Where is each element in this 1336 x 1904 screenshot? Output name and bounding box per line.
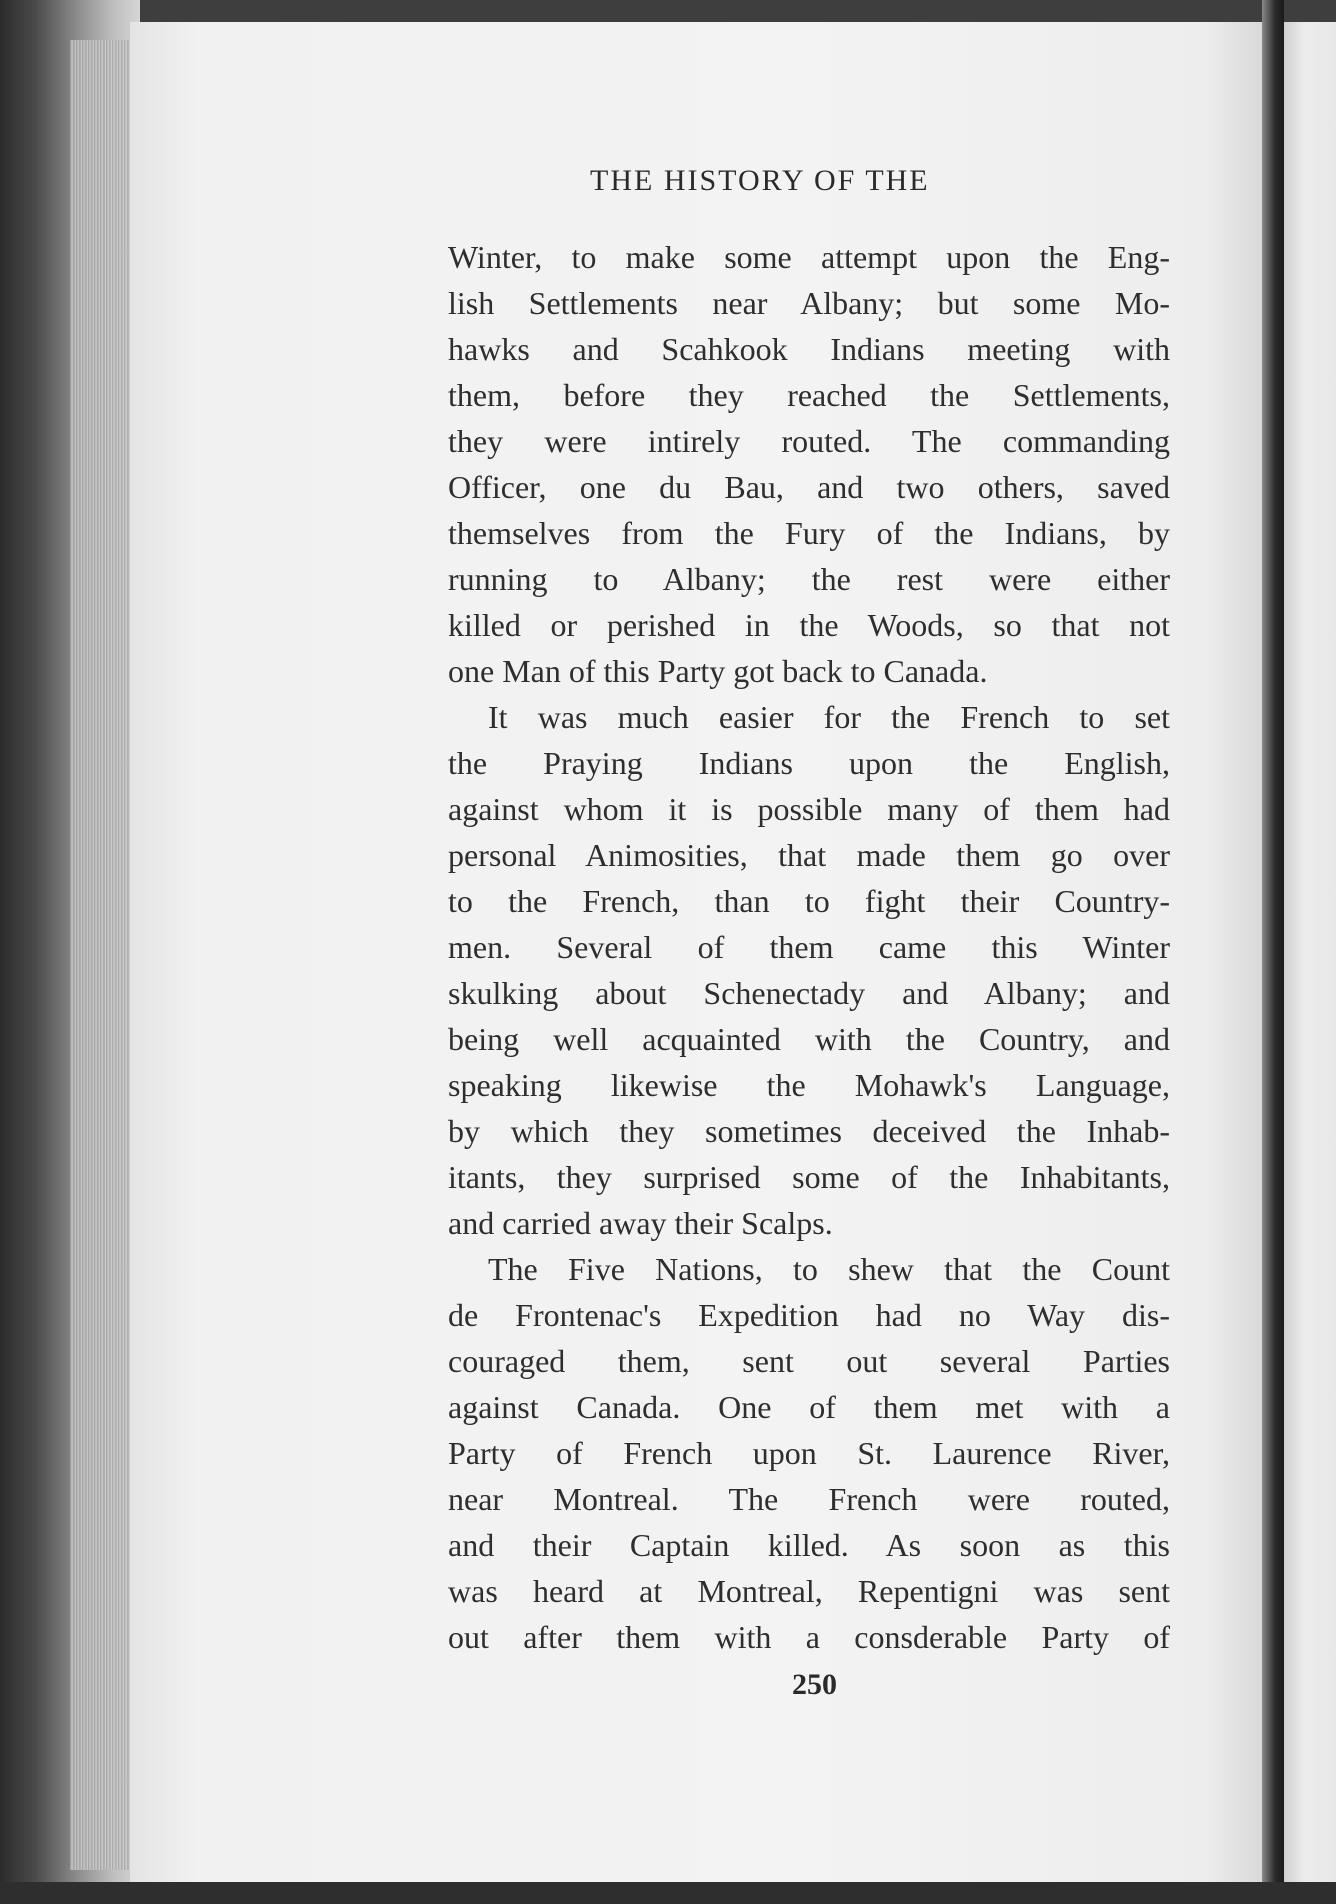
running-head: THE HISTORY OF THE xyxy=(590,164,930,197)
text-line: against whom it is possible many of them had xyxy=(448,791,1170,827)
text-line: themselves from the Fury of the Indians, by xyxy=(448,515,1170,551)
text-line: itants, they surprised some of the Inhabitants, xyxy=(448,1159,1170,1195)
text-line: and carried away their Scalps. xyxy=(448,1205,833,1241)
text-line: lish Settlements near Albany; but some Mo- xyxy=(448,285,1170,321)
text-line: them, before they reached the Settlements, xyxy=(448,377,1170,413)
text-line: It was much easier for the French to set xyxy=(488,699,1170,735)
text-line: men. Several of them came this Winter xyxy=(448,929,1170,965)
text-line: near Montreal. The French were routed, xyxy=(448,1481,1170,1517)
text-line: against Canada. One of them met with a xyxy=(448,1389,1170,1425)
bottom-shadow xyxy=(0,1882,1336,1904)
text-line: to the French, than to fight their Country- xyxy=(448,883,1170,919)
text-line: killed or perished in the Woods, so that not xyxy=(448,607,1170,643)
text-line: skulking about Schenectady and Albany; and xyxy=(448,975,1170,1011)
text-line: Party of French upon St. Laurence River, xyxy=(448,1435,1170,1471)
text-line: Officer, one du Bau, and two others, saved xyxy=(448,469,1170,505)
book-gutter xyxy=(1262,0,1284,1904)
facing-page-edge xyxy=(1284,22,1336,1882)
text-line: personal Animosities, that made them go over xyxy=(448,837,1170,873)
text-line: was heard at Montreal, Repentigni was sent xyxy=(448,1573,1170,1609)
body-text xyxy=(448,234,1170,1660)
text-line: by which they sometimes deceived the Inhab- xyxy=(448,1113,1170,1149)
text-line: couraged them, sent out several Parties xyxy=(448,1343,1170,1379)
text-line: de Frontenac's Expedition had no Way dis- xyxy=(448,1297,1170,1333)
text-line: and their Captain killed. As soon as this xyxy=(448,1527,1170,1563)
text-line: Winter, to make some attempt upon the Eng- xyxy=(448,239,1170,275)
text-line: they were intirely routed. The commanding xyxy=(448,423,1170,459)
text-line: one Man of this Party got back to Canada. xyxy=(448,653,988,689)
text-line: running to Albany; the rest were either xyxy=(448,561,1170,597)
text-line: The Five Nations, to shew that the Count xyxy=(488,1251,1170,1287)
text-line: speaking likewise the Mohawk's Language, xyxy=(448,1067,1170,1103)
text-line: the Praying Indians upon the English, xyxy=(448,745,1170,781)
text-line: hawks and Scahkook Indians meeting with xyxy=(448,331,1170,367)
text-line: being well acquainted with the Country, and xyxy=(448,1021,1170,1057)
text-line: out after them with a consderable Party of xyxy=(448,1619,1170,1655)
page-number: 250 xyxy=(792,1668,837,1701)
